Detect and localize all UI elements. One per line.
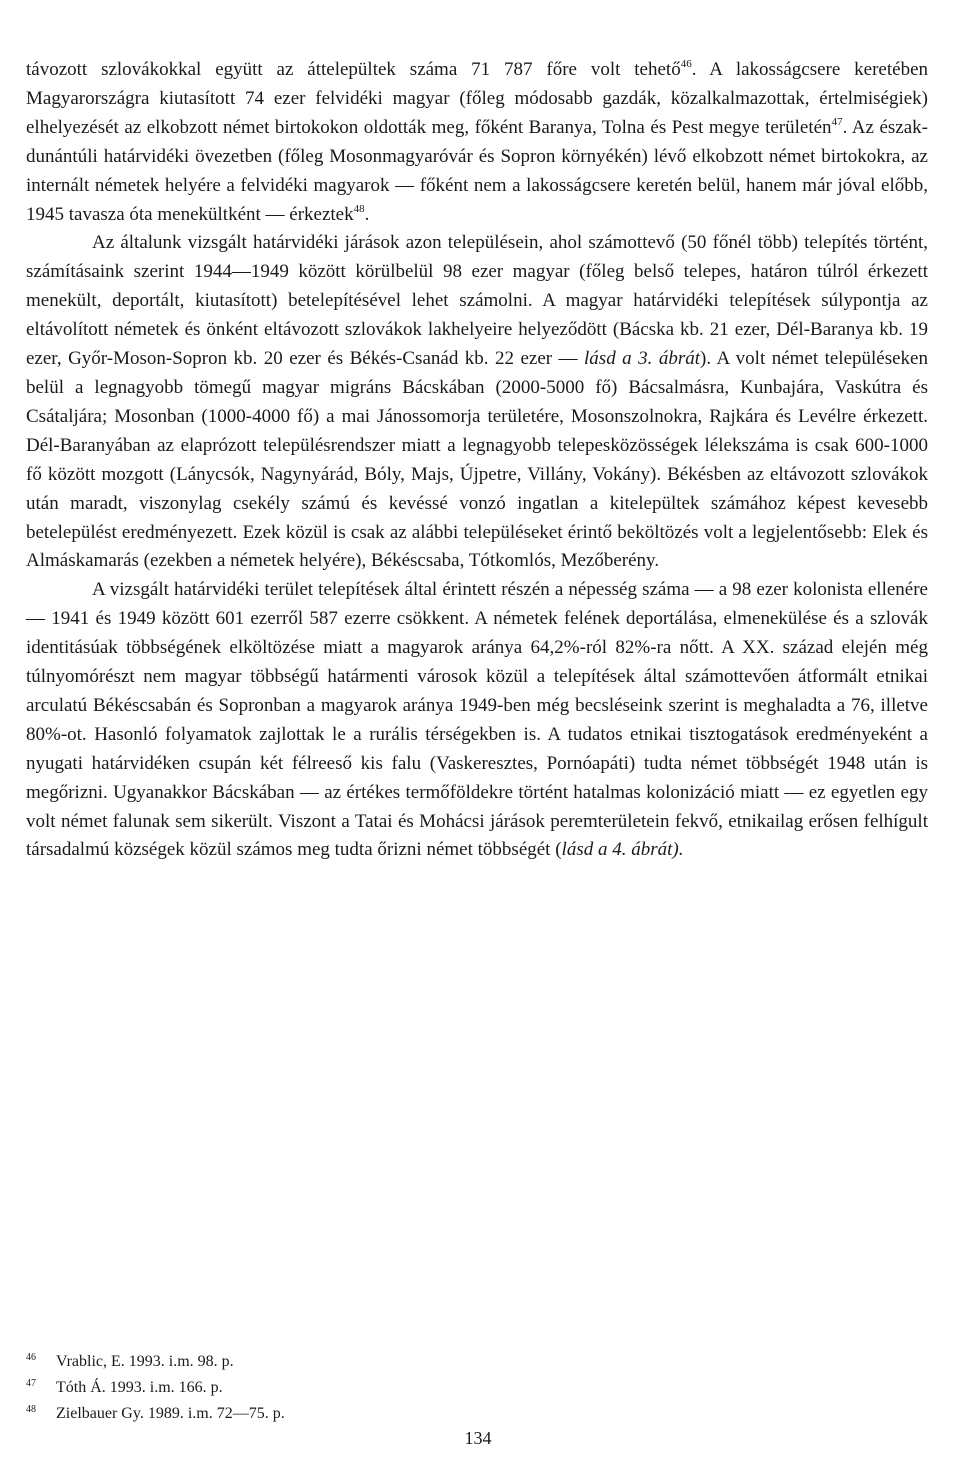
footnote-text: Tóth Á. 1993. i.m. 166. p.	[56, 1379, 223, 1396]
footnote-number: 46	[26, 1352, 36, 1363]
figure-reference: lásd a 4. ábrát).	[561, 839, 684, 861]
paragraph-2	[26, 229, 928, 576]
footnote-number: 48	[26, 1404, 36, 1415]
paragraph-3	[26, 576, 928, 865]
footnote	[26, 1402, 626, 1428]
footnote-text: Vrablic, E. 1993. i.m. 98. p.	[56, 1353, 234, 1370]
page-number	[0, 1428, 960, 1449]
text-run: . A lakosságcsere keretében Magyarországra kiutasított 74 ezer felvidéki magyar (főleg módosabb gazdák, közalkalmazottak, értelmiségiek) elhelyezését az elkobzott német birtokokon oldották meg, főként Baranya, Tolna és Pest megye területén	[26, 59, 929, 138]
text-run: Az általunk vizsgált határvidéki járások azon településein, ahol számottevő (50 főnél több) telepítés történt, számításaink szerint 1944—1949 között körülbelül 98 ezer magyar (főleg belső telepes, határon túlról érkezett menekült, deportált, kiutasított) betelepítésével lehet számolni. A magyar határvidéki telepítések súlypontja az eltávolított németek és önként eltávozott szlovákok lakhelyeire helyeződött (Bácska kb. 21 ezer, Dél-Baranya kb. 19 ezer, Győr-Moson-Sopron kb. 20 ezer és Békés-Csanád kb. 22 ezer —	[26, 232, 928, 370]
text-run: .	[364, 203, 370, 225]
footnote	[26, 1376, 626, 1402]
footnote-reference: 48	[353, 202, 365, 215]
footnotes	[26, 1350, 626, 1428]
text-run: ). A volt német településeken belül a legnagyobb tömegű magyar migráns Bácskában (2000-5000 fő) Bácsalmásra, Kunbajára, Vaskútra és Csátaljára; Mosonban (1000-4000 fő) a mai Jánossomorja területére, Mosonszolnokra, Rajkára és Levélre érkezett. Dél-Baranyában az elaprózott településrendszer miatt a legnagyobb telepesközösségek lélekszáma is csak 600-1000 fő között mozgott (Lánycsók, Nagynyárád, Bóly, Majs, Újpetre, Villány, Vokány). Békésben az eltávozott szlovákok után maradt, viszonylag csekély számú és kevéssé vonzó ingatlan a kitelepültek számához képest kevesebb betelepülést eredményezett. Ezek közül is csak az alábbi településeket érintő beköltözés volt a legjelentősebb: Elek és Almáskamarás (ezekben a németek helyére), Békéscsaba, Tótkomlós, Mezőberény.	[26, 348, 928, 572]
footnote-reference: 47	[831, 115, 843, 128]
page-number-text: 134	[464, 1428, 492, 1448]
footnote-number: 47	[26, 1378, 36, 1389]
text-run: távozott szlovákokkal együtt az áttelepültek száma 71 787 főre volt tehető	[26, 59, 681, 80]
page-body	[26, 56, 928, 865]
text-run: . Az észak-dunántúli határvidéki övezetben (főleg Mosonmagyaróvár és Sopron környékén) lévő elkobzott német birtokokra, az internált németek helyére a felvidéki magyarok — főként nem a lakosságcsere keretén belül, hanem már jóval előbb, 1945 tavasza óta menekültként — érkeztek	[26, 116, 928, 225]
paragraph-1	[26, 56, 928, 229]
figure-reference: lásd a 3. ábrát	[584, 348, 701, 370]
footnote-reference: 46	[680, 58, 692, 70]
footnote-text: Zielbauer Gy. 1989. i.m. 72—75. p.	[56, 1405, 285, 1422]
text-run: A vizsgált határvidéki terület telepítések által érintett részén a népesség száma — a 98 ezer kolonista ellenére — 1941 és 1949 között 601 ezerről 587 ezerre csökkent. A németek felének deportálása, elmenekülése és a szlovák identitásúak többségének elköltözése miatt a magyarok aránya 64,2%-ról 82%-ra nőtt. A XX. század elején még túlnyomórészt nem magyar többségű határmenti városok közül a telepítések által számottevően átformált etnikai arculatú Békéscsabán és Sopronban a magyarok aránya 1949-ben még becsléseink szerint is meghaladta a 76, illetve 80%-ot. Hasonló folyamatok zajlottak le a rurális térségekben is. A tudatos etnikai tisztogatások eredményeként a nyugati határvidéken csupán két félreeső kis falu (Vaskeresztes, Pornóapáti) tudta német többségét 1948 után is megőrizni. Ugyanakkor Bácskában — az értékes termőföldekre történt hatalmas kolonizáció miatt — ez egyetlen egy volt német falunak sem sikerült. Viszont a Tatai és Mohácsi járások peremterületein fekvő, etnikailag erősen felhígult társadalmú községek közül számos meg tudta őrizni német többségét (	[26, 579, 928, 861]
footnote	[26, 1350, 626, 1376]
